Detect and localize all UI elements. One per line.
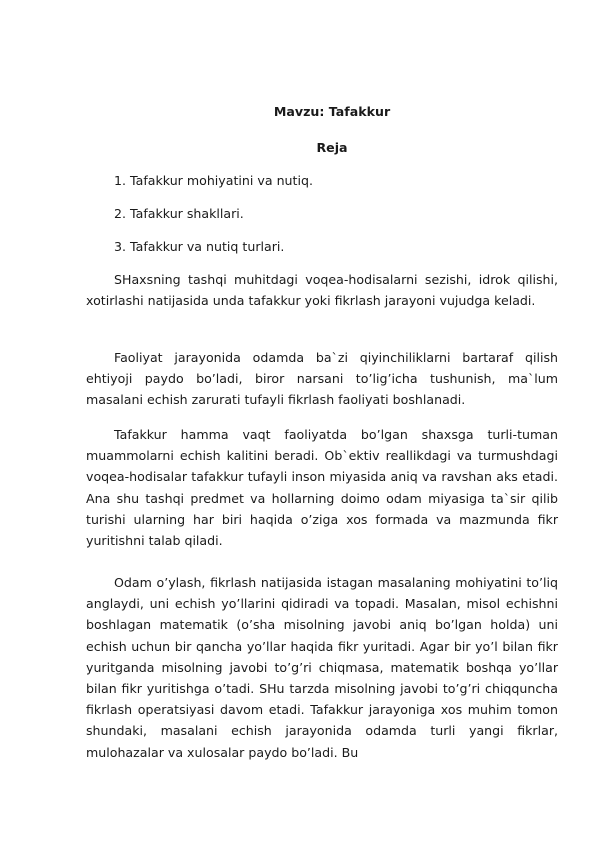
plan-heading: Reja [316, 140, 348, 155]
body-paragraph: Faoliyat jarayonida odamda ba`zi qiyinchiliklarni bartaraf qilish ehtiyoji paydo bo’ladi, biror narsani to’lig’icha tushunish, ma`lum masalani echish zarurati tufayli fikrlash faoliyati boshlanadi. [86, 350, 558, 408]
document-title: Mavzu: Tafakkur [273, 104, 391, 119]
plan-item: 3. Tafakkur va nutiq turlari. [114, 239, 285, 254]
body-paragraph: Odam o’ylash, fikrlash natijasida istagan masalaning mohiyatini to’liq anglaydi, uni echish yo’llarini qidiradi va topadi. Masalan, misol echishni boshlagan matematik (o’sha misolning javobi aniq bo’lgan holda) uni echish uchun bir qancha yo’llar haqida fikr yuritadi. Agar bir yo’l bilan fikr yuritganda misolning javobi to’g’ri chiqmasa, matematik boshqa yo’llar bilan fikr yuritishga o’tadi. SHu tarzda misolning javobi to’g’ri chiqquncha fikrlash operatsiyasi davom etadi. Tafakkur jarayoniga xos muhim tomon shundaki, masalani echish jarayonida odamda turli yangi fikrlar, mulohazalar va xulosalar paydo bo’ladi. Bu [86, 575, 558, 760]
plan-item: 2. Tafakkur shakllari. [114, 206, 244, 221]
body-paragraph: Tafakkur hamma vaqt faoliyatda bo’lgan shaxsga turli-tuman muammolarni echish kalitini beradi. Ob`ektiv reallikdagi va turmushdagi voqea-hodisalar tafakkur tufayli inson miyasida aniq va ravshan aks etadi. Ana shu tashqi predmet va hollarning doimo odam miyasiga ta`sir qilib turishi ularning har biri haqida o’ziga xos formada va mazmunda fikr yuritishni talab qiladi. [86, 427, 558, 549]
plan-item: 1. Tafakkur mohiyatini va nutiq. [114, 173, 313, 188]
body-paragraph: SHaxsning tashqi muhitdagi voqea-hodisalarni sezishi, idrok qilishi, xotirlashi natijasida unda tafakkur yoki fikrlash jarayoni vujudga keladi. [86, 272, 558, 309]
